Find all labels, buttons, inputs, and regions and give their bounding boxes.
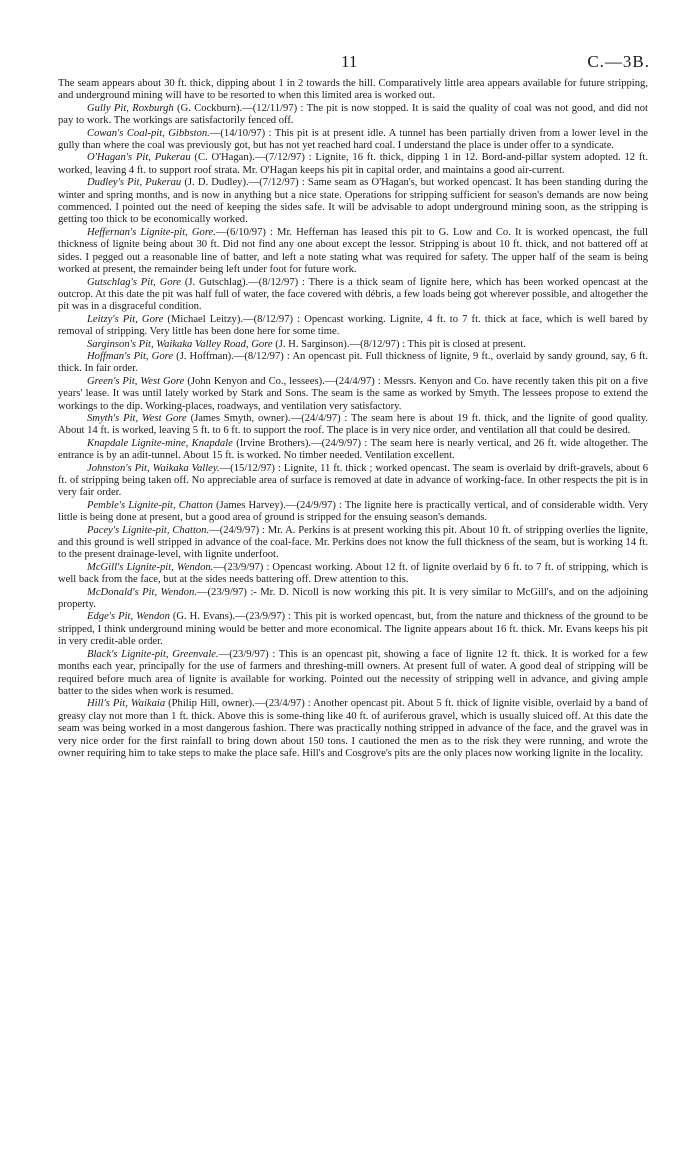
paragraph-seam-intro [58, 78, 648, 103]
entry-text: (Michael Leitzy).—(8/12/97) : Opencast working. Lignite, 4 ft. to 7 ft. thick at face, which is well bared by removal of stripping. Very little has been done here for some time. [58, 313, 649, 338]
entry-heading: Cowan's Coal-pit, Gibbston. [87, 127, 210, 139]
paragraph-knapdale-mine [58, 438, 648, 463]
entry-text: —(23/9/97) :- Mr. D. Nicoll is now working this pit. It is very similar to McGill's, and on the adjoining property. [58, 586, 648, 611]
entry-heading: Dudley's Pit, Pukerau [87, 177, 182, 189]
entry-text: (G. Cockburn).—(12/11/97) : The pit is now stopped. It is said the quality of coal was not good, and did not pay to work. The workings are satisfactorily fenced off. [58, 102, 649, 127]
entry-heading: Gutschlag's Pit, Gore [87, 276, 182, 288]
report-body [58, 78, 648, 760]
entry-text: (J. H. Sarginson).—(8/12/97) : This pit is closed at present. [272, 338, 526, 350]
paragraph-gutschlags-pit [58, 277, 648, 314]
entry-text: —(14/10/97) : This pit is at present idle. A tunnel has been partially driven from a lower level in the gully than where the coal was previously got, but has not yet reached hard coal. I understand the place is under offer to a syndicate. [58, 127, 648, 152]
entry-heading: Gully Pit, Roxburgh [87, 102, 174, 114]
entry-text: The seam appears about 30 ft. thick, dipping about 1 in 2 towards the hill. Comparatively little area appears available for future stripping, and underground mining will have to be resorted to when this limited area is worked out. [58, 78, 648, 102]
paragraph-hoffmans-pit [58, 351, 648, 376]
entry-text: (J. Gutschlag).—(8/12/97) : There is a thick seam of lignite here, which has been worked opencast at the outcrop. At this date the pit was half full of water, the face covered with débris, a few loads being got wherever possible, and altogether the pit was in a disgraceful condition. [58, 276, 648, 313]
entry-heading: Pacey's Lignite-pit, Chatton. [87, 524, 210, 536]
entry-heading: McDonald's Pit, Wendon. [87, 586, 197, 598]
paragraph-dudleys-pit [58, 177, 648, 227]
entry-heading: Black's Lignite-pit, Greenvale. [87, 648, 219, 660]
paragraph-hills-pit [58, 698, 648, 760]
entry-heading: O'Hagan's Pit, Pukerau [87, 152, 191, 164]
paragraph-paceys-pit [58, 525, 648, 562]
entry-heading: Edge's Pit, Wendon [87, 611, 170, 623]
entry-text: (James Smyth, owner).—(24/4/97) : The seam here is about 19 ft. thick, and the lignite of good quality. About 14 ft. is worked, leaving 5 ft. to 6 ft. to support the roof. The place is in very nice order, and ventilation all that could be desired. [58, 412, 648, 437]
entry-text: (Irvine Brothers).—(24/9/97) : The seam here is nearly vertical, and 26 ft. wide altogether. The entrance is by an adit-tunnel. About 15 ft. is worked. No timber needed. Ventilation excellent. [58, 437, 648, 462]
paragraph-cowans-pit [58, 128, 648, 153]
entry-heading: Heffernan's Lignite-pit, Gore. [87, 226, 216, 238]
entry-heading: Johnston's Pit, Waikaka Valley. [87, 462, 220, 474]
entry-heading: Hoffman's Pit, Gore [87, 350, 174, 362]
entry-text: —(15/12/97) : Lignite, 11 ft. thick ; worked opencast. The seam is overlaid by drift-gravels, about 6 ft. of stripping being taken off. No appreciable area of surface is removed at date in advance of working-face. In other respects the pit is in very fair order. [58, 462, 648, 499]
entry-heading: McGill's Lignite-pit, Wendon. [87, 561, 214, 573]
page-header [0, 52, 700, 72]
entry-text: (James Harvey).—(24/9/97) : The lignite here is practically vertical, and of considerable width. Very little is being done at present, but a good area of ground is stripped for the ensuing season's demands. [58, 499, 648, 524]
entry-text: (Philip Hill, owner).—(23/4/97) : Another opencast pit. About 5 ft. thick of lignite visible, overlaid by a band of greasy clay not more than 1 ft. thick. Above this is some-thing like 40 ft. of auriferous gravel, which is usually sluiced off. At this date the seam was being worked in a most dangerous fashion. There was practically nothing stripped in advance of the face, and the gravel was in very nice order for the first rainfall to bring down about 150 tons. I cautioned the men as to the risk they were running, and wrote the owner requiring him to take steps to make the place safe. Hill's and Cosgrove's pits are the only places now working lignite in the locality. [58, 698, 648, 759]
entry-text: (John Kenyon and Co., lessees).—(24/4/97) : Messrs. Kenyon and Co. have recently taken this pit on a five years' lease. It was until lately worked by Stark and Sons. The seam is the same as worked by Smyth. The lessees propose to extend the workings to the dip. Working-places, roadways, and ventilation very satisfactory. [58, 375, 649, 412]
entry-heading: Leitzy's Pit, Gore [87, 313, 164, 325]
paragraph-pembles-pit [58, 500, 648, 525]
page-number: 11 [341, 52, 358, 71]
paragraph-leitzys-pit [58, 314, 648, 339]
entry-text: (G. H. Evans).—(23/9/97) : This pit is worked opencast, but, from the nature and thickness of the ground to be stripped, I think underground mining would be better and more economical. The lignite appears about 16 ft. thick. Mr. Evans keeps his pit in very credit-able order. [58, 611, 648, 648]
paragraph-mcgills-pit [58, 562, 648, 587]
entry-text: (C. O'Hagan).—(7/12/97) : Lignite, 16 ft. thick, dipping 1 in 12. Bord-and-pillar system adopted. 12 ft. worked, leaving 4 ft. to support roof strata. Mr. O'Hagan keeps his pit in capital order, and maintains a good air-current. [58, 152, 648, 176]
paragraph-johnstons-pit [58, 463, 648, 500]
paragraph-mcdonalds-pit [58, 587, 648, 612]
entry-text: —(24/9/97) : Mr. A. Perkins is at present working this pit. About 10 ft. of stripping overlies the lignite, and this ground is well stripped in advance of the coal-face. Mr. Perkins does not know the full thickness of the seam, but is working 14 ft. to the present drainage-level, with lignite underfoot. [58, 524, 648, 561]
paragraph-blacks-pit [58, 649, 648, 699]
paragraph-smyths-pit [58, 413, 648, 438]
paragraph-greens-pit [58, 376, 648, 413]
entry-heading: Knapdale Lignite-mine, Knapdale [87, 437, 233, 449]
entry-text: —(23/9/97) : Opencast working. About 12 ft. of lignite overlaid by 6 ft. to 7 ft. of stripping, which is well back from the face, but at the sides needs battering off. Drew attention to this. [58, 561, 648, 586]
entry-heading: Sarginson's Pit, Waikaka Valley Road, Gore [87, 338, 273, 350]
entry-heading: Hill's Pit, Waikaia [87, 698, 166, 710]
paragraph-sarginsons-pit [58, 339, 648, 351]
entry-text: —(23/9/97) : This is an opencast pit, showing a face of lignite 12 ft. thick. It is worked for a few months each year, principally for the use of farmers and threshing-mill owners. At present full of water. A good deal of stripping will be required before much area of lignite is available for working. Pointed out the necessity of stripping well in advance, and giving ample batter to the sides when work is resumed. [58, 648, 648, 697]
entry-text: (J. D. Dudley).—(7/12/97) : Same seam as O'Hagan's, but worked opencast. It has been standing during the winter and spring months, and is now in anything but a nice state. Operations for stripping sufficient for season's demands are now being commenced. I pointed out the need of keeping the sides safe. It will be advisable to adopt underground mining soon, as the stripping is getting too thick to be economically worked. [58, 177, 648, 226]
paragraph-gully-pit [58, 103, 648, 128]
entry-heading: Smyth's Pit, West Gore [87, 412, 187, 424]
document-reference: C.—3B. [587, 52, 650, 71]
entry-text: —(6/10/97) : Mr. Heffernan has leased this pit to G. Low and Co. It is worked opencast, the full thickness of lignite being about 30 ft. Did not find any one about except the lessor. Stripping is about 10 ft. thick, and not battered off at sides. I pegged out a reasonable line of batter, and left a note stating what was required for safety. The upper half of the seam is being worked at present, the remainder being left under foot for future work. [58, 226, 649, 276]
paragraph-heffernans-pit [58, 227, 648, 277]
paragraph-ohagans-pit [58, 152, 648, 177]
entry-heading: Pemble's Lignite-pit, Chatton [87, 499, 213, 511]
entry-heading: Green's Pit, West Gore [87, 375, 185, 387]
entry-text: (J. Hoffman).—(8/12/97) : An opencast pit. Full thickness of lignite, 9 ft., overlaid by sandy ground, say, 6 ft. thick. In fair order. [58, 350, 648, 375]
paragraph-edges-pit [58, 611, 648, 648]
